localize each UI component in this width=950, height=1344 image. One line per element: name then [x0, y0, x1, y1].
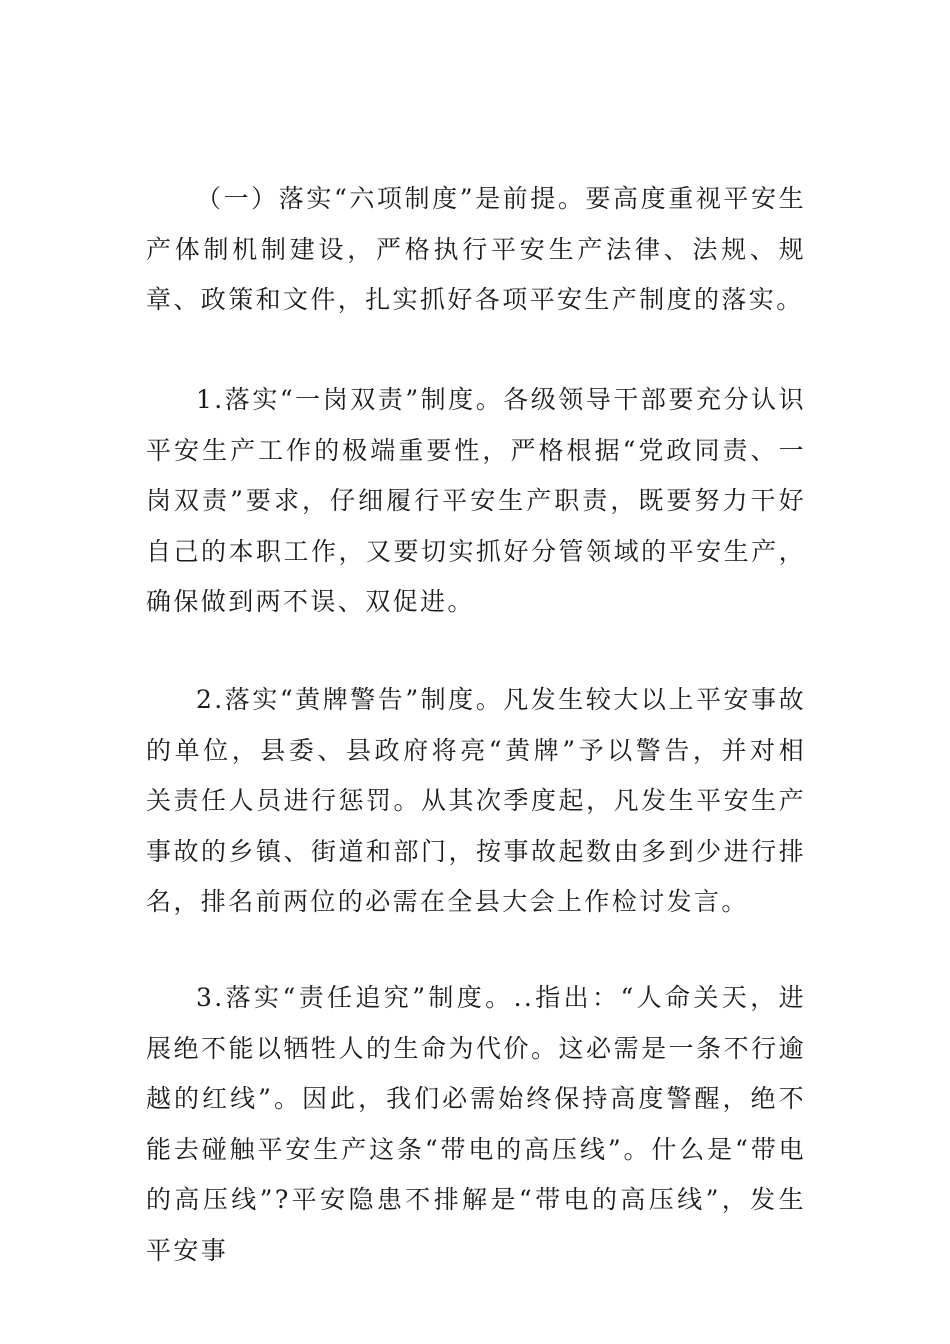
paragraph-six-systems: （一）落实“六项制度”是前提。要高度重视平安生产体制机制建设，严格执行平安生产法律、法规、规章、政策和文件，扎实抓好各项平安生产制度的落实。	[146, 184, 806, 314]
paragraph-accountability: 3.落实“责任追究”制度。..指出：“人命关天，进展绝不能以牺牲人的生命为代价。这必需是一条不行逾越的红线”。因此，我们必需始终保持高度警醒，绝不能去碰触平安生产这条“带电的高压线”。什么是“带电的高压线”?平安隐患不排解是“带电的高压线”，发生平安事	[146, 983, 806, 1265]
paragraph-yellow-card-warning: 2.落实“黄牌警告”制度。凡发生较大以上平安事故的单位，县委、县政府将亮“黄牌”予以警告，并对相关责任人员进行惩罚。从其次季度起，凡发生平安生产事故的乡镇、街道和部门，按事故起数由多到少进行排名，排名前两位的必需在全县大会上作检讨发言。	[146, 685, 806, 916]
paragraph-one-post-two-duties: 1.落实“一岗双责”制度。各级领导干部要充分认识平安生产工作的极端重要性，严格根据“党政同责、一岗双责”要求，仔细履行平安生产职责，既要努力干好自己的本职工作，又要切实抓好分管领域的平安生产，确保做到两不误、双促进。	[146, 385, 806, 616]
